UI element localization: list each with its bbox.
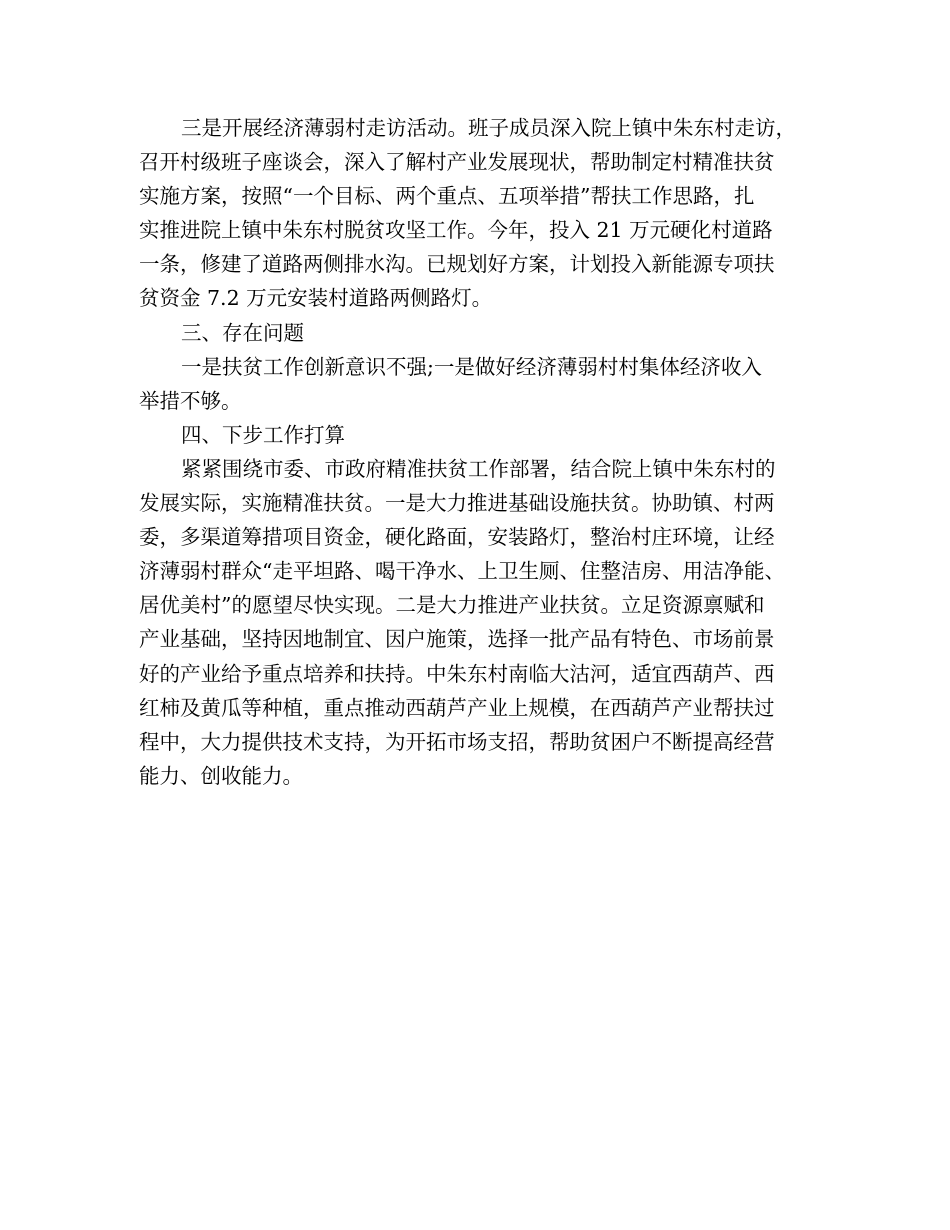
paragraph-line: 发展实际，实施精准扶贫。一是大力推进基础设施扶贫。协助镇、村两	[139, 491, 775, 516]
paragraph-line: 委，多渠道筹措项目资金，硬化路面，安装路灯，整治村庄环境，让经	[139, 525, 775, 550]
paragraph-problems	[139, 350, 819, 418]
paragraph-line: 红柿及黄瓜等种植，重点推动西葫芦产业上规模，在西葫芦产业帮扶过	[139, 695, 775, 720]
paragraph-line: 一条，修建了道路两侧排水沟。已规划好方案，计划投入新能源专项扶	[139, 252, 775, 277]
paragraph-line: 济薄弱村群众“走平坦路、喝干净水、上卫生厕、住整洁房、用洁净能、	[139, 559, 785, 584]
paragraph-line: 居优美村”的愿望尽快实现。二是大力推进产业扶贫。立足资源禀赋和	[139, 593, 765, 618]
paragraph-line: 程中，大力提供技术支持，为开拓市场支招，帮助贫困户不断提高经营	[139, 729, 775, 754]
document-body	[139, 111, 819, 793]
paragraph-line: 能力、创收能力。	[139, 763, 303, 788]
paragraph-line: 三是开展经济薄弱村走访活动。班子成员深入院上镇中朱东村走访，	[181, 116, 796, 140]
paragraph-line: 实推进院上镇中朱东村脱贫攻坚工作。今年，投入 21 万元硬化村道路	[139, 218, 773, 243]
paragraph-line: 好的产业给予重点培养和扶持。中朱东村南临大沽河，适宜西葫芦、西	[139, 661, 775, 686]
paragraph-line: 召开村级班子座谈会，深入了解村产业发展现状，帮助制定村精准扶贫	[139, 150, 775, 175]
paragraph-line: 贫资金 7.2 万元安装村道路两侧路灯。	[139, 286, 493, 311]
paragraph-line: 一是扶贫工作创新意识不强;一是做好经济薄弱村村集体经济收入	[181, 354, 762, 379]
paragraph-line: 紧紧围绕市委、市政府精准扶贫工作部署，结合院上镇中朱东村的	[181, 456, 776, 481]
paragraph-line: 实施方案，按照“一个目标、两个重点、五项举措”帮扶工作思路，扎	[139, 184, 755, 209]
heading-next-steps	[139, 418, 819, 452]
paragraph-next-steps	[139, 452, 819, 793]
paragraph-line: 举措不够。	[139, 388, 242, 413]
paragraph-line: 产业基础，坚持因地制宜、因户施策，选择一批产品有特色、市场前景	[139, 627, 775, 652]
section-heading: 四、下步工作打算	[181, 422, 345, 447]
paragraph-visit-activity	[139, 111, 819, 316]
section-heading: 三、存在问题	[181, 320, 304, 345]
heading-existing-problems	[139, 316, 819, 350]
